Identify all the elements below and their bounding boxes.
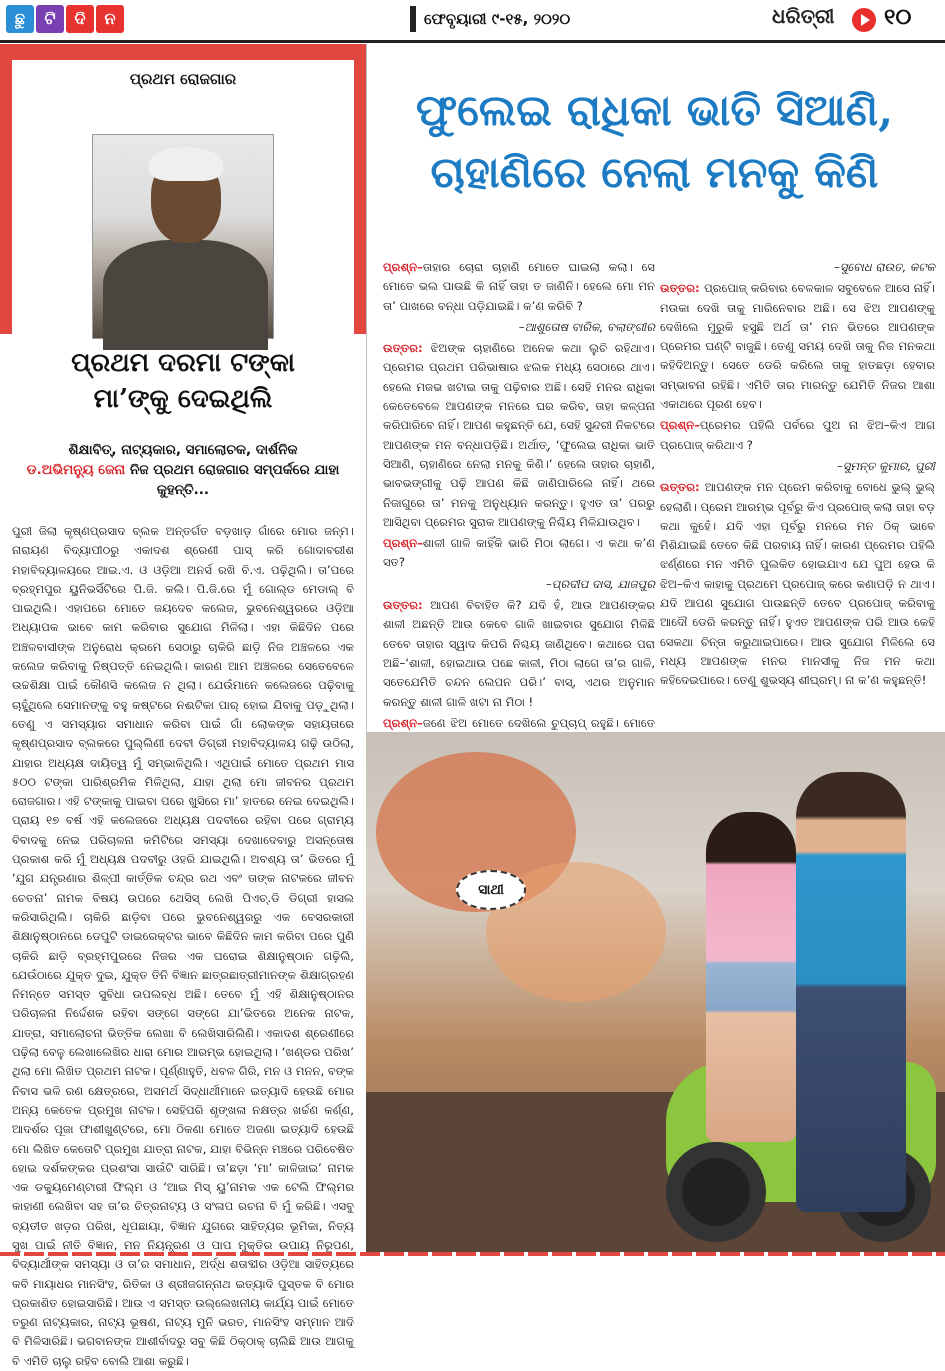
brand-letter-4: ନ bbox=[96, 5, 124, 33]
couple-photo bbox=[366, 732, 945, 1252]
qa-signature: –ସୁବୋଧ ରାଉତ, କଟକ bbox=[834, 260, 935, 274]
column-divider bbox=[366, 44, 367, 734]
girl-figure bbox=[706, 812, 796, 1142]
page-header bbox=[0, 0, 945, 40]
qa-column-2 bbox=[660, 258, 935, 728]
deck-rest: ନିଜ ପ୍ରଥମ ରୋଜଗାର ସମ୍ପର୍କରେ ଯାହା କୁହନ୍ତି... bbox=[125, 462, 340, 498]
qa-column-1 bbox=[383, 258, 655, 728]
boy-figure bbox=[796, 772, 906, 1212]
play-icon bbox=[852, 8, 876, 32]
footer-rule bbox=[0, 1252, 945, 1256]
brand-letter-1: ଛୁ bbox=[6, 5, 34, 33]
qa-question: ପ୍ରଶ୍ନ–ତାହାର ଚୋରା ଚାହାଣି ମୋତେ ଘାଇଲା କଲା। ସେ ମୋତେ ଭଲ ପାଉଛି କି ନାହିଁ ତାହା ତ ଜାଣିନି। ହେଲେ ମୋ ମନ ତା’ ପାଖରେ ବନ୍ଧା ପଡ଼ିଯାଇଛି। କ’ଣ କରିବି ? bbox=[383, 260, 655, 313]
qa-headline-line-2: ଚାହାଣିରେ ନେଲା ମନକୁ କିଣି bbox=[430, 148, 879, 198]
qa-answer: ଉତ୍ତର: ଝିଅଙ୍କ ଚାହାଣିରେ ଅନେକ କଥା ଲୁଚି ରହିଥାଏ। ପ୍ରେମର ପ୍ରଥମ ପରିଭାଷାର ଝଲକ ମଧ୍ୟ ସେଠାରେ ଥାଏ। ହେଲେ ମଜଭ ଖଟାଇ ତାକୁ ପଢ଼ିବାର ଅଛି। ସେହି ମନର ରାଧିକା କେତେବେଳେ ଆପଣଙ୍କ ମନରେ ଘର କରିବ, ତାହା କଳ୍ପନା କରିପାରିବେ ନାହିଁ। ଆପଣ କହୁଛନ୍ତି ଯେ, ସେହି ସୁନ୍ଦରୀ ନିକଟରେ ଆପଣଙ୍କ ମନ ବନ୍ଧାପଡ଼ିଛି। ଅର୍ଥାତ୍, ‘ଫୁଲେଇ ରାଧିକା ଭାତି ସିଆଣି, ଚାହାଣିରେ ନେଲା ମନକୁ କିଣି।’ ହେଲେ ତାହାର ଚାହାଣି, ଭାବଭଙ୍ଗୀକୁ ପଢ଼ି ଆପଣ କିଛି ଜାଣିପାରିଲେ ନାହିଁ। ଥରେ ନିଜାଗୁରେ ତା’ ମନକୁ ଅନୁଧ୍ୟାନ କରନ୍ତୁ। ହୁଏତ ତା’ ପରରୁ ଆସିଥିବା ପ୍ରେମର ସୁରାକ ଆପଣଙ୍କୁ ନିଶ୍ଚିୟ ମିଳିଯାଉଥିବ। bbox=[383, 341, 655, 529]
qa-answer: ଉତ୍ତର: ଆପଣଙ୍କ ମନ ପ୍ରେମ କରିବାକୁ ବୋଧେ ଭୁଲ୍ ଭୁଲ୍ ହେଲାଣି। ପ୍ରେମ ଆରମ୍ଭ ପୂର୍ବରୁ କିଏ ପ୍ରପୋଜ୍ କଲା ତାହା ବଡ଼ କଥା କୁହେଁ। ଯଦି ଏହା ପୂର୍ବରୁ ମନରେ ମନ ଠିକ୍ ଭାବେ ମିଶିଯାଇଛି ତେବେ କିଛି ପରବାୟ ନାହିଁ। କାରଣ ପ୍ରେମର ପହିଲି ଝର୍ଣ୍ଣରେ ମନ ଏମିତି ପୁଲକିତ ହୋଇଯାଏ ଯେ ପୁଅ ହେଉ କି ଝିଅ–କିଏ କାହାକୁ ପ୍ରଥମେ ପ୍ରପୋଜ୍ କରେ କଣାପଡ଼ି ନ ଥାଏ। ଯଦି ଆପଣ ସୁଯୋଗ ପାଉଛନ୍ତି ତେବେ ପ୍ରପୋଜ୍ କରିବାକୁ ଆଦୌ ଡେରି କରନ୍ତୁ ନାହିଁ। ହୁଏତ ଆପଣଙ୍କ ପରି ଆଉ କେହି ସେକଥା ଚିନ୍ତା କରୁଥାଇପାରେ। ଆଉ ସୁଯୋଗ ମିଳିଲେ ସେ ମଧ୍ୟ ଆପଣଙ୍କ ମନର ମାନସୀକୁ ନିଜ ମନ କଥା କହିଦେଇପାରେ। ତେଣୁ ଶୁଭସ୍ୟ ଶୀଘ୍ରମ୍। ନା କ’ଣ କହୁଛନ୍ତି! bbox=[660, 480, 935, 688]
section-heading: ପ୍ରଥମ ରୋଜଗାର bbox=[129, 70, 237, 88]
profile-headline bbox=[12, 345, 354, 417]
qa-answer: ଉତ୍ତର: ପ୍ରପୋଜ୍ କରିବାର ବେଳକାଳ ସବୁବେଳେ ଆସେ ନାହିଁ। ମଉକା ଦେଖି ତାକୁ ମାରିନେବାର ଅଛି। ସେ ଝିଅ ଆପଣଙ୍କୁ ଦେଖିଲେ ମୁରୁକି ହସୁଛି ଅର୍ଥ ତା’ ମନ ଭିତରେ ଆପଣଙ୍କ ପ୍ରେମର ଘଣ୍ଟି ବାଜୁଛି। ତେଣୁ ସମୟ ଦେଖି ତାକୁ ନିଜ ମନକଥା କହିଦିଅନ୍ତୁ। ସେତେ ଡେରି କରିଲେ ତାକୁ ହାତଛଡ଼ା ହେବାର ସମ୍ଭାବନା ରହିଛି। ଏମିତି ତାର ମାରନ୍ତୁ ଯେମିତି ନିଜର ଆଶା ଏକାଥରେ ପୂରଣ ହେବ। bbox=[660, 281, 935, 412]
photo-badge: ସାଥୀ bbox=[456, 870, 526, 910]
qa-headline bbox=[372, 80, 937, 204]
page-number: ୧୦ bbox=[884, 5, 912, 30]
qa-signature: –ଆଶୁତୋଷ ବାରିକ, ବଲାଙ୍ଗୀର bbox=[518, 319, 655, 334]
qa-question: ପ୍ରଶ୍ନ–ପ୍ରେମର ପହିଲି ପର୍ବରେ ପୁଅ ନା ଝିଅ–କିଏ ଆଗ ପ୍ରପୋଜ୍ କରିଥାଏ ? bbox=[660, 418, 935, 452]
brand-letter-3: ଦି bbox=[66, 5, 94, 33]
header-rule bbox=[0, 40, 945, 43]
profile-deck bbox=[20, 440, 346, 500]
profile-headline-line-1: ପ୍ରଥମ ଦରମା ଟଙ୍କା bbox=[71, 348, 295, 378]
qa-question: ପ୍ରଶ୍ନ–ଜଣେ ଝିଅ ମୋତେ ଦେଖିଲେ ଚୁପ୍‌ଚାପ୍ ରହୁଛି। ମୋତେ bbox=[383, 715, 655, 730]
issue-date: ଫେବୃୟାରୀ ୯-୧୫, ୨୦୨୦ bbox=[410, 6, 570, 32]
section-brand bbox=[6, 5, 124, 33]
qa-signature: –ସୁମନ୍ତ କୁମାର, ପୁରୀ bbox=[837, 458, 935, 473]
profile-article-body: ପୁରୀ ଜିଲା କୃଷ୍ଣପ୍ରସାଦ ବ୍ଲକ ଅନ୍ତର୍ଗତ ବଡ଼ଖାଡ଼ ଗାଁରେ ମୋର ଜନ୍ମ। ନାରାୟଣ ବିଦ୍ୟାପୀଠରୁ ଏକାଦଶ ଶ୍ରେଣୀ ପାସ୍ କରି ଗୋଦାବରୀଶ ମହାବିଦ୍ୟାଳୟରେ ଆଇ.ଏ. ଓ ଓଡ଼ିଆ ଅନର୍ସ ରଖି ବି.ଏ. ପଢ଼ିଥିଲି। ତା’ପରେ ବ୍ରହ୍ମପୁର ୟୁନିଭର୍ସିଟିରେ ପି.ଜି. କଲି। ପି.ଜି.ରେ ମୁଁ ଗୋଲ୍ଡ ମେଡାଲ୍ ବି ପାଇଥିଲି। ଏହାପରେ ମୋତେ ଜୟଦେବ କଲେଜ, ଭୁବନେଶ୍ୱରରେ ଓଡ଼ିଆ ଅଧ୍ୟାପକ ଭାବେ କାମ କରିବାର ସୁଯୋଗ ମିଳିଲା। ଏହା କିଛିଦିନ ପରେ ଅଞ୍ଚଳବାସୀଙ୍କ ଅନୁରୋଧ କ୍ରମେ ସେଠାରୁ ଚାକିରି ଛାଡ଼ି ନିଜ ଅଞ୍ଚଳରେ ଏକ କଲେଜ କରିବାକୁ ନିଷ୍ପତ୍ତି ନେଇଥିଲି। କାରଣ ଆମ ଅଞ୍ଚଳରେ ସେତେବେଳେ ଉଚ୍ଚଶିକ୍ଷା ପାଇଁ କୌଣସି କଲେଜ ନ ଥିଲା। ଯେଉଁମାନେ କଲେଜରେ ପଢ଼ିବାକୁ ଚାହୁଁଥିଲେ ସେମାନଙ୍କୁ ବହୁ କଷ୍ଟରେ ନଈଟିକା ପାର୍ ହୋଇ ଯିବାକୁ ପଡ଼ୁଥିଲା। ତେଣୁ ଏ ସମସ୍ୟାର ସମାଧାନ କରିବା ପାଇଁ ଗାଁ ଲୋକଙ୍କ ସହାୟତାରେ କୃଷ୍ଣପ୍ରସାଦ ବ୍ଲକରେ ପୁଲ୍ଲିଣୀ ଦେବୀ ଡିଗ୍ରୀ ମହାବିଦ୍ୟାଳୟ ଗଢ଼ି ଉଠିଲା, ଯାହାର ଅଧ୍ୟକ୍ଷ ଦାୟିତ୍ୱ ମୁଁ ସମ୍ଭାଳିଥିଲି। ଏଥିପାଇଁ ମୋତେ ପ୍ରଥମ ମାସ ୫୦୦ ଟଙ୍କା ପାରିଶ୍ରମିକ ମିଳିଥିଲା, ଯାହା ଥିଲା ମୋ ଜୀବନର ପ୍ରଥମ ରୋଜଗାର। ଏହି ଟଙ୍କାକୁ ପାଇବା ପରେ ଖୁସିରେ ମା’ ହାତରେ ନେଇ ଦେଇଥିଲି। ପ୍ରାୟ ୧୭ ବର୍ଷ ଏହି କଲେଜରେ ଅଧ୍ୟକ୍ଷ ପଦବୀରେ ରହିବା ପରେ ଗ୍ରାମ୍ୟ ବିବାଦକୁ ନେଇ ପରିଚାଳନା କମିଟିରେ ସମସ୍ୟା ଦେଖାଦେବାରୁ ଅସନ୍ତୋଷ ପ୍ରକାଶ କରି ମୁଁ ଅଧ୍ୟକ୍ଷ ପଦବୀରୁ ଓହରି ଯାଇଥିଲି। ଅବଶ୍ୟ ତା’ ଭିତରେ ମୁଁ ‘ଯୁଗ ଯନ୍ତ୍ରଣାର ଶିଳ୍ପୀ କାର୍ତ୍ତିକ ଚନ୍ଦ୍ର ରଥ ଏବଂ ତାଙ୍କ ନାଟକରେ ଜୀବନ ଚେତନା’ ନାମକ ବିଷୟ ଉପରେ ଥେସିସ୍ ଲେଖି ପିଏଚ୍.ଡି ଡିଗ୍ରୀ ହାସଲ କରିସାରିଥିଲି। ଚାକିରି ଛାଡ଼ିବା ପରେ ଭୁବନେଶ୍ୱରରୁ ଏକ ବେସରକାରୀ ଶିକ୍ଷାନୁଷ୍ଠାନରେ ଡେପୁଟି ଡାଇରେକ୍ଟର ଭାବେ କିଛିଦିନ କାମ କରିବା ପରେ ପୁଣି ଚାକିରି ଛାଡ଼ି ବ୍ରହ୍ମପୁରରେ ନିଜର ଏକ ଘରୋଇ ଶିକ୍ଷାନୁଷ୍ଠାନ ଗଢ଼ିଲି, ଯେଉଁଠାରେ ଯୁକ୍ତ ଦୁଇ, ଯୁକ୍ତ ତିନି ବିଜ୍ଞାନ ଛାତ୍ରଛାତ୍ରୀମାନଙ୍କ ଶିକ୍ଷାଗ୍ରହଣ ନିମନ୍ତେ ସମସ୍ତ ସୁବିଧା ଉପଲବ୍ଧ ଅଛି। ତେବେ ମୁଁ ଏହି ଶିକ୍ଷାନୁଷ୍ଠାନର ପରିଚାଳନା ନିର୍ଦ୍ଦେଶକ ରହିବା ସଙ୍ଗେ ସଙ୍ଗେ ଯା’ଭିତରେ ଅନେକ ନାଟକ, ଯାତ୍ରା, ସମାଲୋଚନା ଭିତ୍ତିକ ଲେଖା ବି ଲେଖିସାରିଲିଣି। ଏକାଦଶ ଶ୍ରେଣୀରେ ପଢ଼ିଲା ବେଳୁ ଲେଖାଲେଖିର ଧାରା ମୋର ଆରମ୍ଭ ହୋଇଥିଲା। ‘ଖଣ୍ଡର ପରିଖ’ ଥିଲା ମୋ ଲିଖିତ ପ୍ରଥମ ନାଟକ। ପୂର୍ଣ୍ଣାହୁତି, ଧବଳ ଗିରି, ମନ ଓ ମନନ, ବଙ୍କ ନିବାସ ଭଳି ରଣ କ୍ଷେତ୍ରରେ, ଅସମର୍ଥ ସିଦ୍ଧାର୍ଥୀମାନେ ଇତ୍ୟାଦି ହେଉଛି ମୋର ଅନ୍ୟ କେତେକ ପ୍ରମୁଖ ନାଟକ। ସେହିପରି ଶୃଙ୍ଖଳା ନକ୍ଷତ୍ର ଖର୍ଚ୍ଚଣ କର୍ଣ୍ଣ, ଆଦର୍ଶର ପୂଜା ଫାଶୀଖୁଣ୍ଟରେ, ମୋ ଠିକଣା ମୋତେ ଅଜଣା ଇତ୍ୟାଦି ହେଉଛି ମୋ ଲିଖିତ କେତୋଟି ପ୍ରମୁଖ ଯାତ୍ରା ନାଟକ, ଯାହା ବିଭିନ୍ନ ମଞ୍ଚରେ ପରିବେଷିତ ହୋଇ ଦର୍ଶକଙ୍କର ପ୍ରଶଂସା ସାଉଁଟି ସାରିଛି। ତା’ଛଡ଼ା ‘ମା’ କାଳିଜାଇ’ ନାମକ ଏକ ଡକ୍ୟୁମେଣ୍ଟାରୀ ଫିଲ୍ମ ଓ ‘ଆଇ ମିସ୍ ୟୁ’ନାମକ ଏକ ଟେଲି ଫିଲ୍ମର କାହାଣୀ ଲେଖିବା ସହ ତା’ର ଚିତ୍ରନାଟ୍ୟ ଓ ସଂଳାପ ରଚନା ବି ମୁଁ କରିଛି। ଏସବୁ ବ୍ୟତୀତ ଖଡ଼ର ପରିଖ, ଧୂପଛାୟା, ବିଜ୍ଞାନ ଯୁଗରେ ସାହିତ୍ୟର ଭୂମିକା, ନିତ୍ୟ ସୁଖ ପାଇଁ ନୀତି ବିଜ୍ଞାନ, ମନ ନିୟନ୍ତ୍ରଣ ଓ ପାପ ମୁକ୍ତିର ଉପାୟ ନିରୂପଣ, ବିଦ୍ୟାର୍ଥୀଙ୍କ ସମସ୍ୟା ଓ ତା’ର ସମାଧାନ, ଅର୍ଦ୍ଧ ଶତାବ୍ଦୀର ଓଡ଼ିଆ ସାହିତ୍ୟରେ କବି ମାୟାଧର ମାନସିଂହ, ରିତିକା ଓ ଶ୍ରୀଜଗନ୍ନାଥ ଇତ୍ୟାଦି ପୁସ୍ତକ ବି ମୋର ପ୍ରକାଶିତ ହୋଇସାରିଛି। ଆଉ ଏ ସମସ୍ତ ଉଲ୍ଲେଖନୀୟ କାର୍ଯ୍ୟ ପାଇଁ ମୋତେ ତରୁଣ ନାଟ୍ୟକାର, ନାଟ୍ୟ ଭୂଷଣ, ନାଟ୍ୟ ମୁନି ଭରତ, ମାନସିଂହ ସମ୍ମାନ ଆଦି ବି ମିଳିସାରିଛି। ଭଗବାନଙ୍କ ଆଶୀର୍ବାଦରୁ ସବୁ କିଛି ଠିକ୍‌ଠାକ୍ ଚାଲିଛି ଆଉ ଆଗକୁ ବି ଏମିତି ଚାଲୁ ରହିବ ବୋଲି ଆଶା କରୁଛି। bbox=[12, 524, 354, 1368]
brand-letter-2: ଟି bbox=[36, 5, 64, 33]
qa-signature: –ପ୍ରଦୀପ ଦାସ, ଯାଜପୁର bbox=[545, 576, 655, 591]
qa-headline-line-1: ଫୁଲେଇ ରାଧିକା ଭାତି ସିଆଣି, bbox=[415, 86, 894, 136]
profile-headline-line-2: ମା’ଙ୍କୁ ଦେଇଥିଲି bbox=[93, 384, 273, 414]
deck-author-name: ଡ.ଅଭିମନ୍ୟୁ ଜେନା bbox=[26, 462, 126, 478]
qa-question: ପ୍ରଶ୍ନ–ଶାଳୀ ଗାଳି କାହିଁକି ଭାରି ମିଠା ଲାଗେ। ଏ କଥା କ’ଣ ସତ? bbox=[383, 536, 655, 570]
author-photo bbox=[92, 134, 274, 339]
qa-answer: ଉତ୍ତର: ଆପଣ ବିବାହିତ କି? ଯଦି ହଁ, ଆଉ ଆପଣଙ୍କର ଶାଳୀ ଅଛନ୍ତି ଆଉ କେବେ ଗାଳି ଖାଇବାର ସୁଯୋଗ ମିଳିଛି ତେବେ ତାହାର ସ୍ୱାଦ କିପରି ନିଶ୍ଚୟ ଜାଣିଥିବେ। କଥାରେ ପରା ଅଛି–‘ଶାଳୀ, ହୋଇଥାଉ ପଛେ କାଳୀ, ମିଠା ଲାଗେ ତା’ର ଗାଳି, ସତେଯେମିତି ଚନ୍ଦନ ଲେପନ ପରି।’ ବାସ୍, ଏଥର ଅନୁମାନ କରନ୍ତୁ ଶାଳୀ ଗାଳି ଖଟା ନା ମିଠା ! bbox=[383, 598, 655, 709]
deck-line-1: ଶିକ୍ଷାବିତ୍, ନାଟ୍ୟକାର, ସମାଲୋଚକ, ଦାର୍ଶନିକ bbox=[68, 442, 298, 458]
paper-name: ଧରିତ୍ରୀ bbox=[772, 4, 835, 28]
